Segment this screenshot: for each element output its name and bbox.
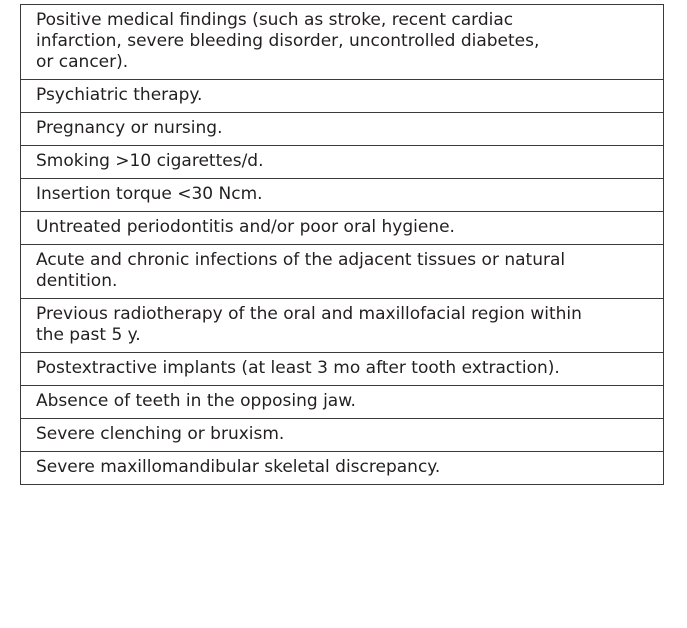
table-cell: Smoking >10 cigarettes/d. — [21, 146, 664, 179]
criteria-table — [20, 4, 664, 485]
table-row — [21, 179, 664, 212]
table-row — [21, 419, 664, 452]
table-row — [21, 353, 664, 386]
table-cell: Severe maxillomandibular skeletal discrepancy. — [21, 452, 664, 485]
table-cell: Previous radiotherapy of the oral and maxillofacial region within the past 5 y. — [21, 299, 664, 353]
table-cell: Psychiatric therapy. — [21, 80, 664, 113]
table-row — [21, 212, 664, 245]
table-row — [21, 113, 664, 146]
table-cell: Postextractive implants (at least 3 mo after tooth extraction). — [21, 353, 664, 386]
table-cell: Acute and chronic infections of the adjacent tissues or natural dentition. — [21, 245, 664, 299]
table-cell: Untreated periodontitis and/or poor oral hygiene. — [21, 212, 664, 245]
table-row — [21, 245, 664, 299]
table-row — [21, 80, 664, 113]
table-row — [21, 146, 664, 179]
table-cell: Severe clenching or bruxism. — [21, 419, 664, 452]
table-row — [21, 299, 664, 353]
table-cell: Pregnancy or nursing. — [21, 113, 664, 146]
table-row — [21, 386, 664, 419]
table-row — [21, 5, 664, 80]
table-cell: Insertion torque <30 Ncm. — [21, 179, 664, 212]
table-cell: Absence of teeth in the opposing jaw. — [21, 386, 664, 419]
table-row — [21, 452, 664, 485]
table-cell: Positive medical findings (such as stroke, recent cardiac infarction, severe bleeding disorder, uncontrolled diabetes, or cancer). — [21, 5, 664, 80]
